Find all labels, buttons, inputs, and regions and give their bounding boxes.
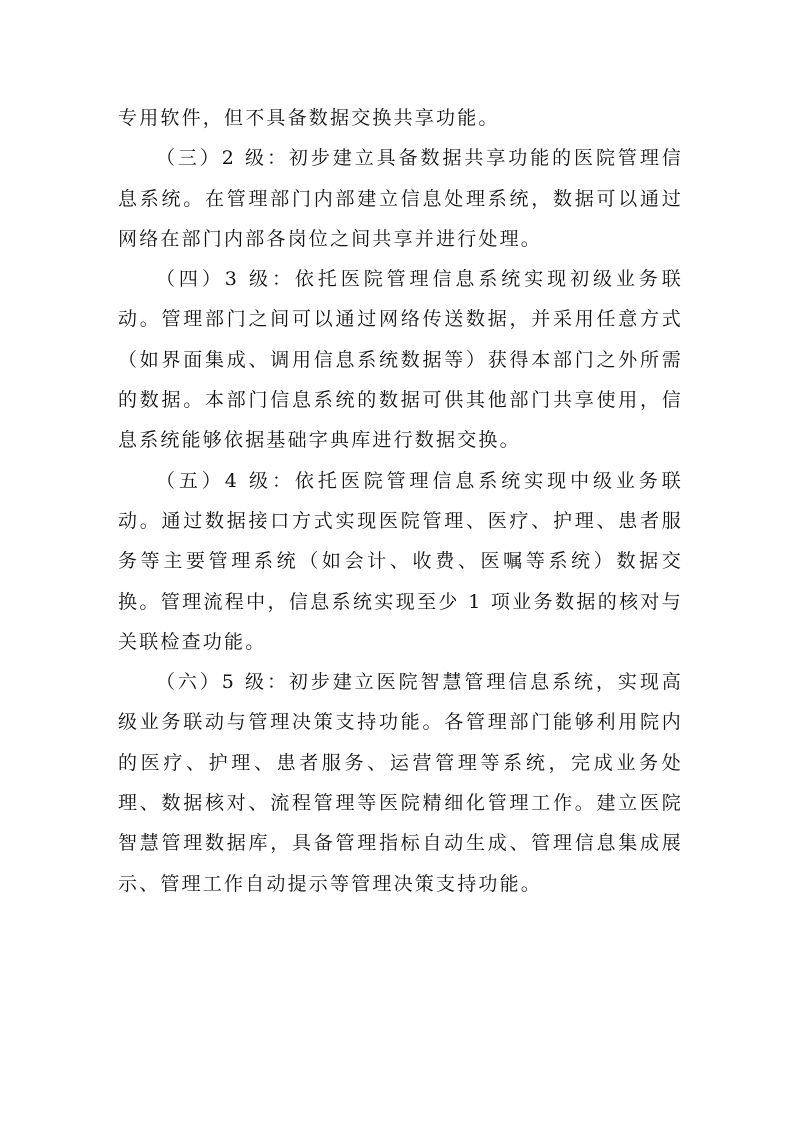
paragraph-level-4: （五）4 级：依托医院管理信息系统实现中级业务联动。通过数据接口方式实现医院管理、医疗、护理、患者服务等主要管理系统（如会计、收费、医嘱等系统）数据交换。管理流程中，信息系统实现至少 1 项业务数据的核对与关联检查功能。 (118, 469, 683, 653)
paragraph-level-2: （三）2 级：初步建立具备数据共享功能的医院管理信息系统。在管理部门内部建立信息处理系统，数据可以通过网络在部门内部各岗位之间共享并进行处理。 (118, 147, 683, 250)
paragraph-level-3: （四）3 级：依托医院管理信息系统实现初级业务联动。管理部门之间可以通过网络传送数据，并采用任意方式（如界面集成、调用信息系统数据等）获得本部门之外所需的数据。本部门信息系统的数据可供其他部门共享使用，信息系统能够依据基础字典库进行数据交换。 (118, 268, 683, 452)
body-text (118, 98, 683, 904)
paragraph-continued: 专用软件，但不具备数据交换共享功能。 (118, 107, 500, 129)
paragraph-level-5: （六）5 级：初步建立医院智慧管理信息系统，实现高级业务联动与管理决策支持功能。各管理部门能够利用院内的医疗、护理、患者服务、运营管理等系统，完成业务处理、数据核对、流程管理等医院精细化管理工作。建立医院智慧管理数据库，具备管理指标自动生成、管理信息集成展示、管理工作自动提示等管理决策支持功能。 (118, 671, 683, 895)
